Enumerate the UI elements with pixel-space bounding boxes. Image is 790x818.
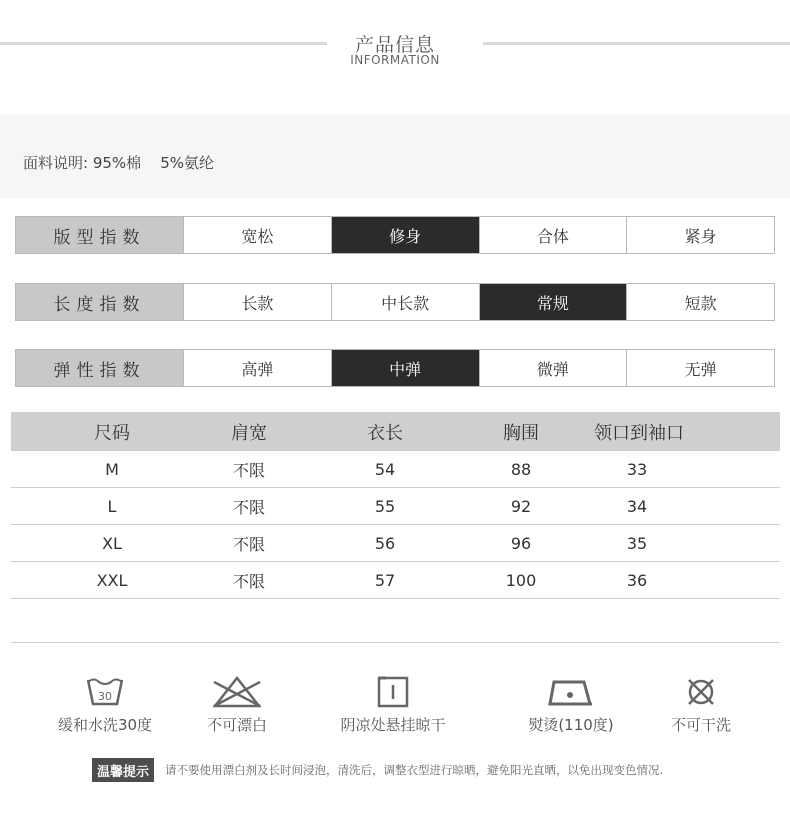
header-shoulder: 肩宽 <box>231 422 267 444</box>
elasticity-option: 高弹 <box>184 350 332 386</box>
tip-text: 请不要使用漂白剂及长时间浸泡，清洗后，调整衣型进行晾晒，避免阳光直晒，以免出现变色情况. <box>165 763 664 777</box>
elasticity-option: 无弹 <box>627 350 774 386</box>
care-wash <box>40 676 170 735</box>
care-label: 不可干洗 <box>670 716 731 734</box>
cell-size: M <box>105 459 119 479</box>
no-dry-clean-icon <box>684 676 718 708</box>
no-bleach-icon <box>210 676 264 708</box>
table-row <box>11 525 780 562</box>
cell-length: 57 <box>374 570 396 590</box>
section-subtitle: INFORMATION <box>350 53 440 67</box>
table-row <box>11 562 780 599</box>
elasticity-index-row <box>15 349 775 387</box>
wash-30-icon <box>85 676 125 708</box>
cell-size: XXL <box>96 570 128 590</box>
table-row <box>11 451 780 488</box>
cell-chest: 100 <box>505 570 537 590</box>
length-index-row <box>15 283 775 321</box>
cell-sleeve: 36 <box>626 570 648 590</box>
header-length: 衣长 <box>367 422 403 444</box>
elasticity-index-label: 弹性指数 <box>16 350 184 386</box>
cell-length: 56 <box>374 533 396 553</box>
size-table <box>11 412 780 599</box>
elasticity-option: 微弹 <box>480 350 628 386</box>
care-label: 阴凉处悬挂晾干 <box>340 716 446 734</box>
care-label: 不可漂白 <box>206 716 267 734</box>
care-label: 缓和水洗30度 <box>57 716 153 734</box>
tip-badge: 温馨提示 <box>92 758 154 782</box>
fabric-label: 面料说明: <box>23 154 89 172</box>
divider <box>11 642 780 643</box>
cell-length: 55 <box>374 496 396 516</box>
line-dry-shade-icon <box>377 676 409 708</box>
length-index-label: 长度指数 <box>16 284 184 320</box>
header-chest: 胸围 <box>503 422 539 444</box>
cell-chest: 96 <box>510 533 532 553</box>
cell-length: 54 <box>374 459 396 479</box>
iron-110-icon <box>546 676 596 708</box>
cell-shoulder: 不限 <box>232 497 265 517</box>
fit-option-selected: 修身 <box>332 217 480 253</box>
care-dryclean <box>636 676 766 735</box>
length-option-selected: 常规 <box>480 284 628 320</box>
care-dry <box>318 676 468 735</box>
fit-index-row <box>15 216 775 254</box>
cell-shoulder: 不限 <box>232 460 265 480</box>
table-row <box>11 488 780 525</box>
fit-option: 宽松 <box>184 217 332 253</box>
cell-shoulder: 不限 <box>232 534 265 554</box>
cell-sleeve: 35 <box>626 533 648 553</box>
fit-index-label: 版型指数 <box>16 217 184 253</box>
header-sleeve: 领口到袖口 <box>594 422 684 444</box>
cell-size: XL <box>102 533 122 553</box>
care-label: 熨烫(110度) <box>528 716 614 734</box>
length-option: 短款 <box>627 284 774 320</box>
elasticity-option-selected: 中弹 <box>332 350 480 386</box>
header-size: 尺码 <box>94 422 130 444</box>
wash-temp: 30 <box>98 690 112 703</box>
fabric-value: 95%棉 5%氨纶 <box>92 154 215 172</box>
length-option: 长款 <box>184 284 332 320</box>
fit-option: 紧身 <box>627 217 774 253</box>
cell-sleeve: 33 <box>626 459 648 479</box>
length-option: 中长款 <box>332 284 480 320</box>
care-iron <box>506 676 636 735</box>
size-table-header <box>11 412 780 451</box>
cell-chest: 88 <box>510 459 532 479</box>
fit-option: 合体 <box>480 217 628 253</box>
fabric-info <box>23 152 214 173</box>
cell-chest: 92 <box>510 496 532 516</box>
cell-sleeve: 34 <box>626 496 648 516</box>
cell-size: L <box>107 496 117 516</box>
care-bleach <box>172 676 302 735</box>
section-title: 产品信息 <box>354 34 435 56</box>
cell-shoulder: 不限 <box>232 571 265 591</box>
